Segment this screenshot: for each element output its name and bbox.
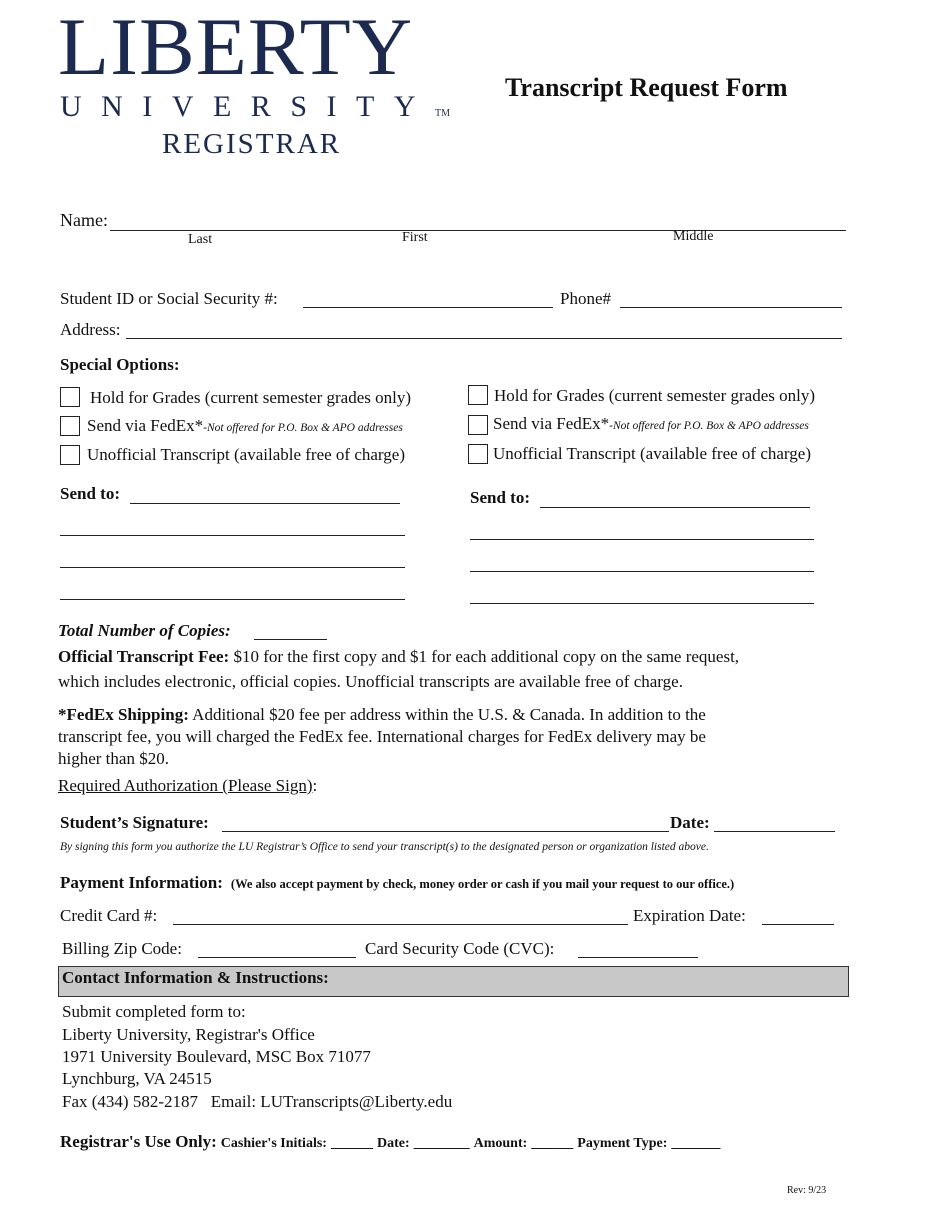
logo-department: REGISTRAR (162, 128, 342, 160)
logo-university-text: UNIVERSITY (60, 90, 435, 123)
contact-line-2: Liberty University, Registrar's Office (62, 1025, 315, 1044)
cvc-field[interactable] (578, 957, 698, 958)
left-fedex-label (87, 416, 403, 436)
student-id-field[interactable] (303, 307, 553, 308)
cvc-label: Card Security Code (CVC): (365, 939, 555, 958)
authorization-heading-text: Required Authorization (Please Sign) (58, 776, 313, 795)
name-last-caption: Last (188, 232, 213, 247)
signature-field[interactable] (222, 831, 669, 832)
cashier-field[interactable]: ______ (330, 1136, 373, 1151)
fee-text-1: $10 for the first copy and $1 for each additional copy on the same request, (233, 647, 740, 666)
left-send-to-label: Send to: (60, 484, 120, 503)
right-send-to-line-2[interactable] (470, 539, 814, 540)
zip-field[interactable] (198, 957, 356, 958)
right-send-to-line-4[interactable] (470, 603, 814, 604)
fedex-label: *FedEx Shipping: (58, 705, 189, 724)
fedex-line-2: transcript fee, you will charged the FedEx fee. International charges for FedEx delivery may be (58, 727, 706, 746)
name-label: Name: (60, 210, 108, 230)
right-unofficial-checkbox[interactable] (468, 444, 488, 464)
payment-heading-row (60, 873, 734, 893)
registrar-date-label: Date: (376, 1136, 410, 1151)
registrar-date-field[interactable]: ________ (413, 1136, 470, 1151)
fedex-line-3: higher than $20. (58, 749, 169, 768)
authorization-heading-colon: : (312, 776, 318, 795)
fedex-text-1: Additional $20 fee per address within the U.S. & Canada. In addition to the (192, 705, 706, 724)
form-title: Transcript Request Form (505, 73, 788, 102)
right-hold-grades-label: Hold for Grades (current semester grades only) (494, 386, 815, 405)
payment-heading: Payment Information: (60, 873, 223, 892)
right-fedex-checkbox[interactable] (468, 415, 488, 435)
right-send-to-line-3[interactable] (470, 571, 814, 572)
expiration-label: Expiration Date: (633, 906, 746, 925)
fee-label: Official Transcript Fee: (58, 647, 230, 666)
address-label: Address: (60, 320, 121, 339)
right-send-to-field[interactable] (540, 507, 810, 508)
registrar-use-label: Registrar's Use Only: (60, 1132, 217, 1151)
expiration-field[interactable] (762, 924, 834, 925)
left-send-to-line-3[interactable] (60, 567, 405, 568)
signature-date-field[interactable] (714, 831, 835, 832)
registrar-use-row (60, 1132, 720, 1152)
zip-label: Billing Zip Code: (62, 939, 182, 958)
right-send-to-label: Send to: (470, 488, 530, 507)
contact-line-1: Submit completed form to: (62, 1002, 246, 1021)
credit-card-field[interactable] (173, 924, 628, 925)
name-middle-caption: Middle (673, 229, 714, 244)
authorization-heading (58, 776, 317, 796)
right-fedex-text: Send via FedEx* (493, 414, 610, 433)
right-hold-grades-checkbox[interactable] (468, 385, 488, 405)
authorization-disclaimer: By signing this form you authorize the LU Registrar’s Office to send your transcript(s) to the designated person or organization listed above. (60, 841, 709, 853)
signature-label: Student’s Signature: (60, 813, 209, 832)
phone-label: Phone# (560, 289, 611, 308)
copies-field[interactable] (254, 639, 327, 640)
credit-card-label: Credit Card #: (60, 906, 158, 925)
amount-field[interactable]: ______ (531, 1136, 574, 1151)
copies-label: Total Number of Copies: (58, 621, 231, 640)
phone-field[interactable] (620, 307, 842, 308)
logo-trademark: TM (435, 108, 450, 119)
logo-university (60, 90, 450, 124)
payment-note: (We also accept payment by check, money order or cash if you mail your request to our office.) (230, 877, 735, 891)
student-id-label: Student ID or Social Security #: (60, 289, 278, 308)
left-hold-grades-label: Hold for Grades (current semester grades only) (90, 388, 411, 407)
left-send-to-line-4[interactable] (60, 599, 405, 600)
fee-line-2: which includes electronic, official copies. Unofficial transcripts are available free of charge. (58, 672, 683, 691)
address-field[interactable] (126, 338, 842, 339)
left-fedex-note: -Not offered for P.O. Box & APO addresses (203, 422, 403, 434)
left-hold-grades-checkbox[interactable] (60, 387, 80, 407)
left-unofficial-label: Unofficial Transcript (available free of charge) (87, 445, 405, 464)
payment-type-field[interactable]: _______ (671, 1136, 721, 1151)
contact-heading: Contact Information & Instructions: (62, 968, 329, 987)
logo-wordmark: LIBERTY (58, 1, 414, 92)
signature-date-label: Date: (670, 813, 710, 832)
right-fedex-label (493, 414, 809, 434)
cashier-label: Cashier's Initials: (220, 1136, 327, 1151)
contact-line-4: Lynchburg, VA 24515 (62, 1069, 212, 1088)
name-first-caption: First (402, 230, 428, 245)
contact-line-5: Fax (434) 582-2187 Email: LUTranscripts@Liberty.edu (62, 1092, 453, 1111)
special-options-heading: Special Options: (60, 355, 180, 374)
revision-label: Rev: 9/23 (787, 1185, 827, 1196)
contact-line-3: 1971 University Boulevard, MSC Box 71077 (62, 1047, 371, 1066)
left-send-to-line-2[interactable] (60, 535, 405, 536)
fee-line-1 (58, 647, 739, 667)
left-unofficial-checkbox[interactable] (60, 445, 80, 465)
left-send-to-field[interactable] (130, 503, 400, 504)
payment-type-label: Payment Type: (577, 1136, 668, 1151)
fedex-line-1 (58, 705, 706, 725)
right-fedex-note: -Not offered for P.O. Box & APO addresses (609, 420, 809, 432)
name-field[interactable] (110, 230, 846, 231)
amount-label: Amount: (473, 1136, 528, 1151)
left-fedex-text: Send via FedEx* (87, 416, 204, 435)
left-fedex-checkbox[interactable] (60, 416, 80, 436)
right-unofficial-label: Unofficial Transcript (available free of charge) (493, 444, 811, 463)
